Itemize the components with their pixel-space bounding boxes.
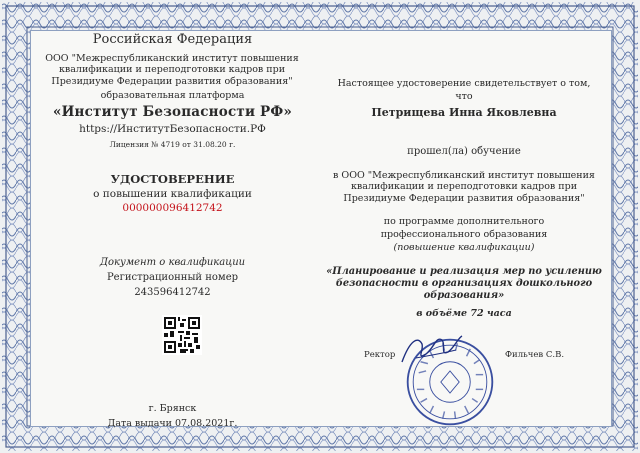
signature-icon bbox=[396, 330, 466, 370]
left-panel bbox=[30, 30, 315, 429]
program-hours: в объёме 72 часа bbox=[416, 308, 512, 319]
doc-title: УДОСТОВЕРЕНИЕ bbox=[110, 172, 235, 186]
qr-code-icon bbox=[162, 315, 202, 355]
platform-url: https://ИнститутБезопасности.РФ bbox=[79, 123, 266, 135]
platform-label: образовательная платформа bbox=[100, 90, 245, 101]
doc-subtitle: о повышении квалификации bbox=[93, 188, 252, 200]
passed-text: прошел(ла) обучение bbox=[407, 146, 521, 157]
city-text: г. Брянск bbox=[148, 403, 197, 414]
rector-label: Ректор bbox=[364, 350, 396, 360]
issue-date: Дата выдачи 07.08.2021г. bbox=[107, 418, 238, 429]
right-panel bbox=[318, 30, 610, 425]
program-line-2: профессионального образования bbox=[380, 229, 548, 240]
organization-name: ООО "Межреспубликанский институт повышения квалификации и переподготовки кадров при Президиуме Федерации развития образования" bbox=[45, 53, 299, 87]
program-line-1: по программе дополнительного bbox=[383, 216, 545, 227]
platform-name: «Институт Безопасности РФ» bbox=[52, 104, 293, 120]
that-text: что bbox=[455, 91, 473, 102]
reg-label: Регистрационный номер bbox=[106, 272, 239, 283]
program-topic: «Планирование и реализация мер по усилению безопасности в организациях дошкольного образования» bbox=[326, 266, 602, 301]
doc-about: Документ о квалификации bbox=[99, 257, 246, 268]
certifies-text: Настоящее удостоверение свидетельствует о том, bbox=[337, 78, 591, 89]
country-title: Российская Федерация bbox=[92, 32, 253, 47]
reg-number: 243596412742 bbox=[134, 287, 211, 298]
license-text: Лицензия № 4719 от 31.08.20 г. bbox=[109, 140, 236, 149]
rector-name: Фильчев С.В. bbox=[505, 350, 565, 360]
training-organization: в ООО "Межреспубликанский институт повышения квалификации и переподготовки кадров при Президиуме Федерации развития образования" bbox=[333, 170, 595, 204]
doc-number: 000000096412742 bbox=[122, 202, 223, 214]
program-type: (повышение квалификации) bbox=[393, 242, 535, 253]
holder-name: Петрищева Инна Яковлевна bbox=[371, 106, 557, 119]
